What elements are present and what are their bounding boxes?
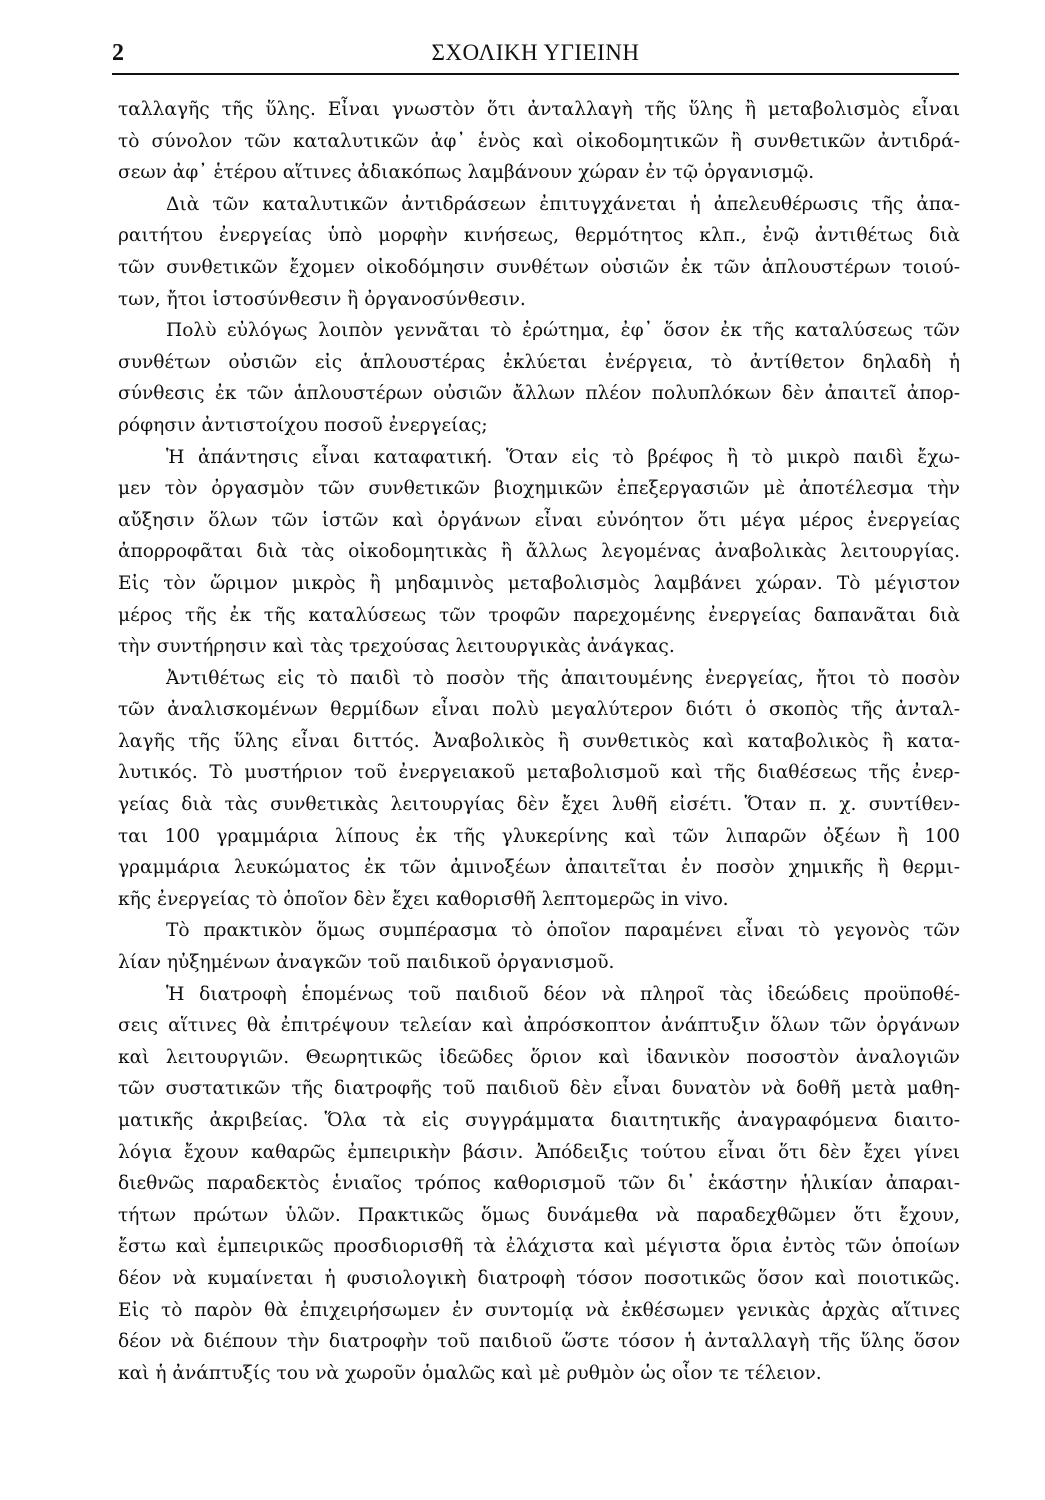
text-line: Πολὺ εὐλόγως λοιπὸν γεννᾶται τὸ ἐρώτημα, ἐφ᾽ ὅσον ἐκ τῆς καταλύσεως τῶν xyxy=(166,320,960,342)
text-line: ματικῆς ἀκριβείας. Ὅλα τὰ εἰς συγγράμματα διαιτητικῆς ἀναγραφόμενα διαιτο- xyxy=(118,1110,960,1131)
text-line: κῆς ἐνεργείας τὸ ὁποῖον δὲν ἔχει καθορισθῆ λεπτομερῶς in vivo. xyxy=(118,888,729,910)
text-line: λαγῆς τῆς ὕλης εἶναι διττός. Ἀναβολικὸς ἢ συνθετικὸς καὶ καταβολικὸς ἢ κατα- xyxy=(118,730,960,752)
text-line: λίαν ηὐξημένων ἀναγκῶν τοῦ παιδικοῦ ὀργανισμοῦ. xyxy=(118,952,615,974)
text-line: συνθέτων οὐσιῶν εἰς ἁπλουστέρας ἐκλύεται ἐνέργεια, τὸ ἀντίθετον δηλαδὴ ἡ xyxy=(118,351,960,373)
page-header xyxy=(112,36,959,74)
text-line: σύνθεσις ἐκ τῶν ἁπλουστέρων οὐσιῶν ἄλλων πλέον πολυπλόκων δὲν ἀπαιτεῖ ἀπορ- xyxy=(118,383,960,405)
text-line: ται 100 γραμμάρια λίπους ἐκ τῆς γλυκερίνης καὶ τῶν λιπαρῶν ὀξέων ἢ 100 xyxy=(118,825,960,847)
header-rule xyxy=(112,73,959,75)
text-line: τὴν συντήρησιν καὶ τὰς τρεχούσας λειτουργικὰς ἀνάγκας. xyxy=(118,636,675,658)
paragraph xyxy=(118,663,960,916)
text-line: ραιτήτου ἐνεργείας ὑπὸ μορφὴν κινήσεως, θερμότητος κλπ., ἐνῷ ἀντιθέτως διὰ xyxy=(118,225,960,247)
paragraph xyxy=(118,94,960,189)
text-line: σεων ἀφ᾽ ἑτέρου αἵτινες ἀδιακόπως λαμβάνουν χώραν ἐν τῷ ὀργανισμῷ. xyxy=(118,162,815,184)
text-line: γραμμάρια λευκώματος ἐκ τῶν ἀμινοξέων ἀπαιτεῖται ἐν ποσὸν χημικῆς ἢ θερμι- xyxy=(118,857,960,879)
text-line: τὸ σύνολον τῶν καταλυτικῶν ἀφ᾽ ἑνὸς καὶ οἰκοδομητικῶν ἢ συνθετικῶν ἀντιδρά- xyxy=(118,130,960,152)
text-line: δέον νὰ κυμαίνεται ἡ φυσιολογικὴ διατροφὴ τόσον ποσοτικῶς ὅσον καὶ ποιοτικῶς. xyxy=(118,1267,960,1289)
text-line: ρόφησιν ἀντιστοίχου ποσοῦ ἐνεργείας; xyxy=(118,414,488,436)
paragraph xyxy=(118,979,960,1390)
text-line: Ἡ ἀπάντησις εἶναι καταφατική. Ὅταν εἰς τὸ βρέφος ἢ τὸ μικρὸ παιδὶ ἔχω- xyxy=(166,446,960,468)
text-line: λυτικός. Τὸ μυστήριον τοῦ ἐνεργειακοῦ μεταβολισμοῦ καὶ τῆς διαθέσεως τῆς ἐνερ- xyxy=(118,762,960,784)
text-line: σεις αἵτινες θὰ ἐπιτρέψουν τελείαν καὶ ἀπρόσκοπτον ἀνάπτυξιν ὅλων τῶν ὀργάνων xyxy=(118,1015,960,1037)
text-line: Εἰς τὸ παρὸν θὰ ἐπιχειρήσωμεν ἐν συντομίᾳ νὰ ἐκθέσωμεν γενικὰς ἀρχὰς αἵτινες xyxy=(118,1299,960,1321)
text-line: μέρος τῆς ἐκ τῆς καταλύσεως τῶν τροφῶν παρεχομένης ἐνεργείας δαπανᾶται διὰ xyxy=(118,604,960,626)
text-line: γείας διὰ τὰς συνθετικὰς λειτουργίας δὲν ἔχει λυθῆ εἰσέτι. Ὅταν π. χ. συντίθεν- xyxy=(118,794,960,816)
text-line: τῶν συνθετικῶν ἔχομεν οἰκοδόμησιν συνθέτων οὐσιῶν ἐκ τῶν ἁπλουστέρων τοιού- xyxy=(118,256,960,278)
text-line: ταλλαγῆς τῆς ὕλης. Εἶναι γνωστὸν ὅτι ἀνταλλαγὴ τῆς ὕλης ἢ μεταβολισμὸς εἶναι xyxy=(118,99,960,120)
paragraph xyxy=(118,315,960,441)
text-line: Διὰ τῶν καταλυτικῶν ἀντιδράσεων ἐπιτυγχάνεται ἡ ἀπελευθέρωσις τῆς ἀπα- xyxy=(166,193,960,215)
text-line: καὶ ἡ ἀνάπτυξίς του νὰ χωροῦν ὁμαλῶς καὶ μὲ ρυθμὸν ὡς οἷον τε τέλειον. xyxy=(118,1362,822,1384)
text-line: δέον νὰ διέπουν τὴν διατροφὴν τοῦ παιδιοῦ ὥστε τόσον ἡ ἀνταλλαγὴ τῆς ὕλης ὅσον xyxy=(118,1331,960,1353)
text-line: διεθνῶς παραδεκτὸς ἑνιαῖος τρόπος καθορισμοῦ τῶν δι᾽ ἑκάστην ἡλικίαν ἀπαραι- xyxy=(118,1173,960,1195)
text-line: λόγια ἔχουν καθαρῶς ἐμπειρικὴν βάσιν. Ἀπόδειξις τούτου εἶναι ὅτι δὲν ἔχει γίνει xyxy=(118,1141,960,1163)
text-line: μεν τὸν ὀργασμὸν τῶν συνθετικῶν βιοχημικῶν ἐπεξεργασιῶν μὲ ἀποτέλεσμα τὴν xyxy=(118,478,960,500)
text-line: τῶν ἀναλισκομένων θερμίδων εἶναι πολὺ μεγαλύτερον διότι ὁ σκοπὸς τῆς ἀνταλ- xyxy=(118,699,960,721)
running-title: ΣΧΟΛΙΚΗ ΥΓΙΕΙΝΗ xyxy=(431,40,640,65)
paragraph xyxy=(118,915,960,978)
text-line: Τὸ πρακτικὸν ὅμως συμπέρασμα τὸ ὁποῖον παραμένει εἶναι τὸ γεγονὸς τῶν xyxy=(166,920,960,942)
text-line: Εἰς τὸν ὥριμον μικρὸς ἢ μηδαμινὸς μεταβολισμὸς λαμβάνει χώραν. Τὸ μέγιστον xyxy=(118,572,960,594)
text-line: τήτων πρώτων ὑλῶν. Πρακτικῶς ὅμως δυνάμεθα νὰ παραδεχθῶμεν ὅτι ἔχουν, xyxy=(118,1204,960,1226)
text-line: Ἀντιθέτως εἰς τὸ παιδὶ τὸ ποσὸν τῆς ἀπαιτουμένης ἐνεργείας, ἤτοι τὸ ποσὸν xyxy=(166,667,960,689)
text-line: των, ἤτοι ἱστοσύνθεσιν ἢ ὀργανοσύνθεσιν. xyxy=(118,288,526,310)
text-line: αὔξησιν ὅλων τῶν ἱστῶν καὶ ὀργάνων εἶναι εὐνόητον ὅτι μέγα μέρος ἐνεργείας xyxy=(118,509,960,531)
body-text xyxy=(118,94,960,1389)
text-line: Ἡ διατροφὴ ἑπομένως τοῦ παιδιοῦ δέον νὰ πληροῖ τὰς ἰδεώδεις προϋποθέ- xyxy=(166,983,960,1005)
text-line: καὶ λειτουργιῶν. Θεωρητικῶς ἰδεῶδες ὅριον καὶ ἰδανικὸν ποσοστὸν ἀναλογιῶν xyxy=(118,1046,960,1068)
text-line: τῶν συστατικῶν τῆς διατροφῆς τοῦ παιδιοῦ δὲν εἶναι δυνατὸν νὰ δοθῆ μετὰ μαθη- xyxy=(118,1078,960,1100)
text-line: ἔστω καὶ ἐμπειρικῶς προσδιορισθῆ τὰ ἐλάχιστα καὶ μέγιστα ὅρια ἐντὸς τῶν ὁποίων xyxy=(118,1236,960,1258)
paragraph xyxy=(118,189,960,315)
page-number: 2 xyxy=(112,40,124,66)
paragraph xyxy=(118,442,960,663)
text-line: ἀπορροφᾶται διὰ τὰς οἰκοδομητικὰς ἢ ἄλλως λεγομένας ἀναβολικὰς λειτουργίας. xyxy=(118,541,960,563)
